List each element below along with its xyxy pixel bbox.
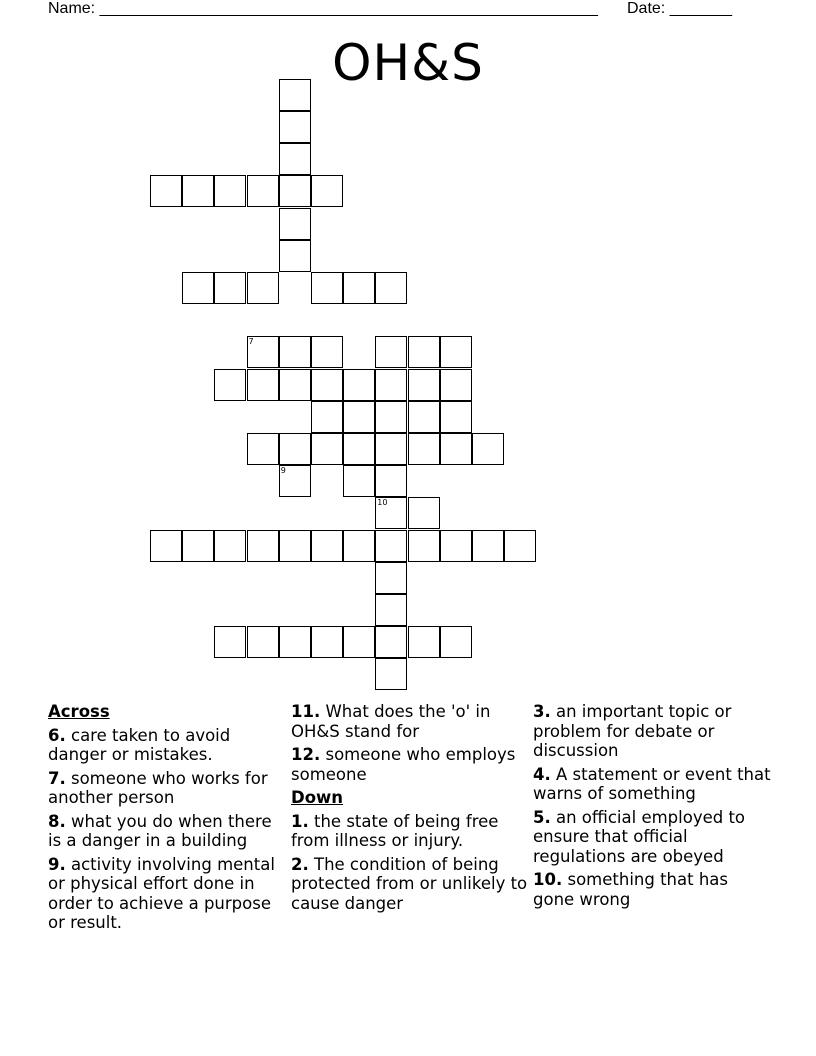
grid-cell[interactable] (343, 530, 375, 562)
grid-cell[interactable] (247, 272, 279, 304)
clue-number: 10. (533, 870, 563, 889)
grid-cell[interactable] (375, 433, 407, 465)
grid-cell[interactable] (279, 143, 311, 175)
grid-cell[interactable] (247, 369, 279, 401)
grid-cell[interactable] (182, 530, 214, 562)
clue-number: 7. (48, 768, 66, 788)
grid-cell[interactable] (375, 369, 407, 401)
clue-number: 2. (291, 854, 309, 874)
clue-down-2 (291, 855, 531, 914)
clues-column-1 (48, 702, 284, 937)
grid-cell[interactable] (440, 530, 472, 562)
grid-cell[interactable] (472, 530, 504, 562)
grid-cell[interactable] (311, 626, 343, 658)
down-heading: Down (291, 788, 344, 807)
grid-cell[interactable] (440, 401, 472, 433)
clue-text: the state of being free from illness or injury. (291, 811, 499, 850)
clue-text: an official employed to ensure that official regulations are obeyed (533, 807, 746, 866)
grid-cell[interactable] (375, 594, 407, 626)
grid-cell[interactable] (343, 401, 375, 433)
grid-cell[interactable] (279, 369, 311, 401)
grid-cell[interactable] (343, 369, 375, 401)
grid-cell[interactable] (279, 175, 311, 207)
clue-text: someone who works for another person (48, 768, 268, 807)
grid-cell[interactable] (247, 175, 279, 207)
grid-cell-number: 10 (377, 498, 388, 508)
grid-cell[interactable] (150, 175, 182, 207)
clues-column-2 (291, 702, 531, 917)
grid-cell[interactable] (408, 336, 440, 368)
grid-cell[interactable] (440, 433, 472, 465)
clue-number: 12. (291, 745, 321, 764)
clue-number: 3. (533, 702, 551, 721)
clue-down-3 (533, 702, 773, 761)
grid-cell[interactable] (279, 530, 311, 562)
grid-cell[interactable] (343, 626, 375, 658)
clue-text: an important topic or problem for debate or discussion (533, 702, 732, 760)
clue-down-4 (533, 765, 773, 804)
grid-cell[interactable] (375, 336, 407, 368)
grid-cell[interactable] (311, 272, 343, 304)
clue-down-10 (533, 870, 773, 909)
clue-text: A statement or event that warns of something (533, 764, 771, 803)
grid-cell[interactable] (247, 530, 279, 562)
grid-cell[interactable] (279, 111, 311, 143)
grid-cell[interactable] (279, 208, 311, 240)
grid-cell[interactable] (472, 433, 504, 465)
grid-cell[interactable] (375, 658, 407, 690)
grid-cell[interactable] (214, 272, 246, 304)
grid-cell-number: 9 (280, 466, 286, 476)
grid-cell[interactable] (408, 369, 440, 401)
clue-number: 1. (291, 811, 309, 831)
grid-cell[interactable] (247, 336, 279, 368)
clues-column-3 (533, 702, 773, 913)
grid-cell[interactable] (375, 626, 407, 658)
clue-across-12 (291, 745, 531, 784)
grid-cell[interactable] (375, 530, 407, 562)
clue-text: The condition of being protected from or unlikely to cause danger (291, 854, 528, 913)
grid-cell[interactable] (408, 626, 440, 658)
grid-cell[interactable] (440, 369, 472, 401)
clue-number: 11. (291, 702, 321, 721)
grid-cell[interactable] (279, 465, 311, 497)
clue-text: care taken to avoid danger or mistakes. (48, 725, 231, 764)
grid-cell[interactable] (311, 433, 343, 465)
grid-cell[interactable] (375, 497, 407, 529)
grid-cell[interactable] (279, 336, 311, 368)
grid-cell[interactable] (343, 433, 375, 465)
grid-cell[interactable] (440, 336, 472, 368)
grid-cell[interactable] (150, 530, 182, 562)
name-field-label: Name: ________________________________________________________ (48, 0, 598, 17)
grid-cell[interactable] (247, 626, 279, 658)
grid-cell[interactable] (279, 240, 311, 272)
grid-cell[interactable] (311, 369, 343, 401)
clue-number: 9. (48, 854, 66, 874)
grid-cell[interactable] (440, 626, 472, 658)
clue-down-5 (533, 808, 773, 867)
grid-cell[interactable] (311, 336, 343, 368)
grid-cell[interactable] (408, 497, 440, 529)
grid-cell[interactable] (343, 465, 375, 497)
grid-cell[interactable] (279, 433, 311, 465)
grid-cell[interactable] (214, 175, 246, 207)
grid-cell[interactable] (279, 79, 311, 111)
clue-across-9 (48, 855, 284, 933)
clue-text: what you do when there is a danger in a building (48, 811, 272, 850)
grid-cell[interactable] (375, 401, 407, 433)
clue-text: What does the 'o' in OH&S stand for (291, 702, 491, 741)
page-title: OH&S (332, 34, 484, 92)
date-field-label: Date: _______ (627, 0, 732, 17)
grid-cell[interactable] (408, 530, 440, 562)
grid-cell[interactable] (375, 562, 407, 594)
clue-number: 4. (533, 764, 551, 784)
grid-cell[interactable] (279, 626, 311, 658)
clue-number: 8. (48, 811, 66, 831)
grid-cell[interactable] (247, 433, 279, 465)
grid-cell[interactable] (408, 401, 440, 433)
grid-cell[interactable] (214, 626, 246, 658)
clue-number: 5. (533, 807, 551, 827)
clue-across-6 (48, 726, 284, 765)
across-heading: Across (48, 702, 110, 721)
grid-cell[interactable] (375, 272, 407, 304)
grid-cell[interactable] (182, 272, 214, 304)
grid-cell[interactable] (504, 530, 536, 562)
clue-across-7 (48, 769, 284, 808)
clue-text: someone who employs someone (291, 745, 516, 784)
clue-number: 6. (48, 725, 66, 745)
grid-cell[interactable] (214, 369, 246, 401)
clue-across-11 (291, 702, 531, 741)
clue-text: something that has gone wrong (533, 870, 728, 909)
grid-cell[interactable] (311, 175, 343, 207)
grid-cell[interactable] (343, 272, 375, 304)
grid-cell-number: 7 (248, 337, 254, 347)
clue-across-8 (48, 812, 284, 851)
grid-cell[interactable] (311, 530, 343, 562)
grid-cell[interactable] (311, 401, 343, 433)
grid-cell[interactable] (214, 530, 246, 562)
clue-down-1 (291, 812, 531, 851)
grid-cell[interactable] (375, 465, 407, 497)
clue-text: activity involving mental or physical effort done in order to achieve a purpose or result. (48, 854, 275, 932)
grid-cell[interactable] (408, 433, 440, 465)
grid-cell[interactable] (182, 175, 214, 207)
